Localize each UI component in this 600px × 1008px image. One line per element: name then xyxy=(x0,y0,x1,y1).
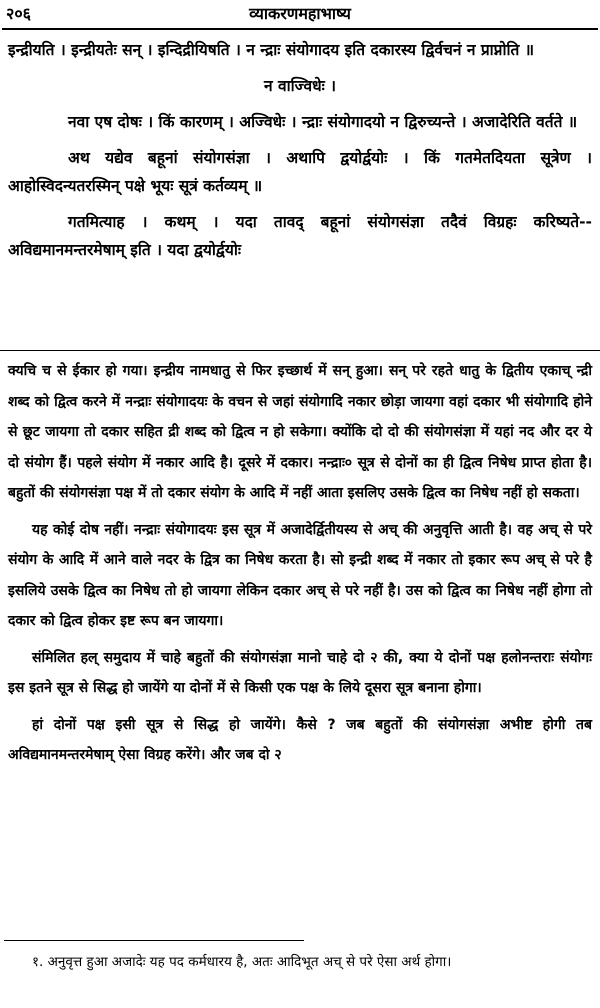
sanskrit-text xyxy=(8,36,592,272)
commentary-paragraph: क्यचि च से ईकार हो गया। इन्द्रीय नामधातु से फिर इच्छार्थ में सन् हुआ। सन् परे रहते धातु के द्वितीय एकाच् न्द्री शब्द को द्वित्व करने में नन्द्राः संयोगादयः के वचन से जहां संयोगादि नकार छोड़ा जायगा वहां दकार भी संयोगादि होने से छूट जायगा तो दकार सहित द्री शब्द को द्वित्व न हो सकेगा। क्योंकि दो दो की संयोगसंज्ञा में यहां नद और दर ये दो संयोग हैं। पहले संयोग में नकार आदि है। दूसरे में दकार। नन्द्राः० सूत्र से दोनों का ही द्वित्व निषेध प्राप्त होता है। बहुतों की संयोगसंज्ञा पक्ष में तो दकार संयोग के आदि में नहीं आता इसलिए उसके द्वित्व का निषेध नहीं हो सकता। xyxy=(8,363,592,501)
page-number: २०६ xyxy=(6,4,31,23)
commentary-paragraph: हां दोनों पक्ष इसी सूत्र से सिद्ध हो जायेंगे। कैसे ? जब बहुतों की संयोगसंज्ञा अभीष्ट होगी तब अविद्यमानमन्तरमेषाम् ऐसा विग्रह करेंगे। और जब दो २ xyxy=(8,716,592,763)
footnote xyxy=(8,948,592,976)
sanskrit-paragraph: गतमित्याह । कथम् । यदा तावद् बहूनां संयोगसंज्ञा तदैवं विग्रहः करिष्यते--अविद्यमानमन्तरमेषाम् इति । यदा द्वयोर्द्वयोः xyxy=(8,213,592,259)
commentary-paragraph: संमिलित हल् समुदाय में चाहे बहुतों की संयोगसंज्ञा मानो चाहे दो २ की, क्या ये दोनों पक्ष हलोनन्तराः संयोगः इस इतने सूत्र से सिद्ध हो जायेंगे या दोनों में से किसी एक पक्ष के लिये दूसरा सूत्र बनाना होगा। xyxy=(8,649,592,696)
sanskrit-vartika: न वाज्विधेः । xyxy=(263,77,337,95)
footnote-text: १. अनुवृत्त हुआ अजादेः यह पद कर्मधारय है, अतः आदिभूत अच् से परे ऐसा अर्थ होगा। xyxy=(32,954,452,970)
section-divider xyxy=(0,350,600,351)
running-title: व्याकरणमहाभाष्य xyxy=(249,4,351,23)
hindi-commentary xyxy=(8,356,592,777)
footnote-rule xyxy=(4,940,304,941)
sanskrit-paragraph: नवा एष दोषः । किं कारणम् । अज्विधेः । न्द्राः संयोगादयो न द्विरुच्यन्ते । अजादेरिति वर्तते ॥ xyxy=(68,113,578,131)
sanskrit-paragraph: इन्द्रीयति । इन्द्रीयतेः सन् । इन्दिद्रीयिषति । न न्द्राः संयोगादय इति दकारस्य द्विर्वचनं न प्राप्नोति ॥ xyxy=(8,41,535,59)
sanskrit-paragraph: अथ यद्येव बहूनां संयोगसंज्ञा । अथापि द्वयोर्द्वयोः । किं गतमेतदियता सूत्रेण । आहोस्विदन्यतरस्मिन् पक्षे भूयः सूत्रं कर्तव्यम् ॥ xyxy=(8,149,592,195)
page-header xyxy=(6,2,594,26)
commentary-paragraph: यह कोई दोष नहीं। नन्द्राः संयोगादयः इस सूत्र में अजादेर्द्वितीयस्य से अच् की अनुवृत्ति आती है। वह अच् से परे संयोग के आदि में आने वाले नदर के द्वित्र का निषेध करता है। सो इन्द्री शब्द में नकार तो इकार रूप अच् से परे है इसलिये उसके द्वित्व का निषेध तो हो जायगा लेकिन दकार अच् से परे नहीं है। उस को द्वित्व का निषेध नहीं होगा तो दकार को द्वित्व होकर इष्ट रूप बन जायगा। xyxy=(8,521,592,629)
header-rule xyxy=(2,28,598,30)
